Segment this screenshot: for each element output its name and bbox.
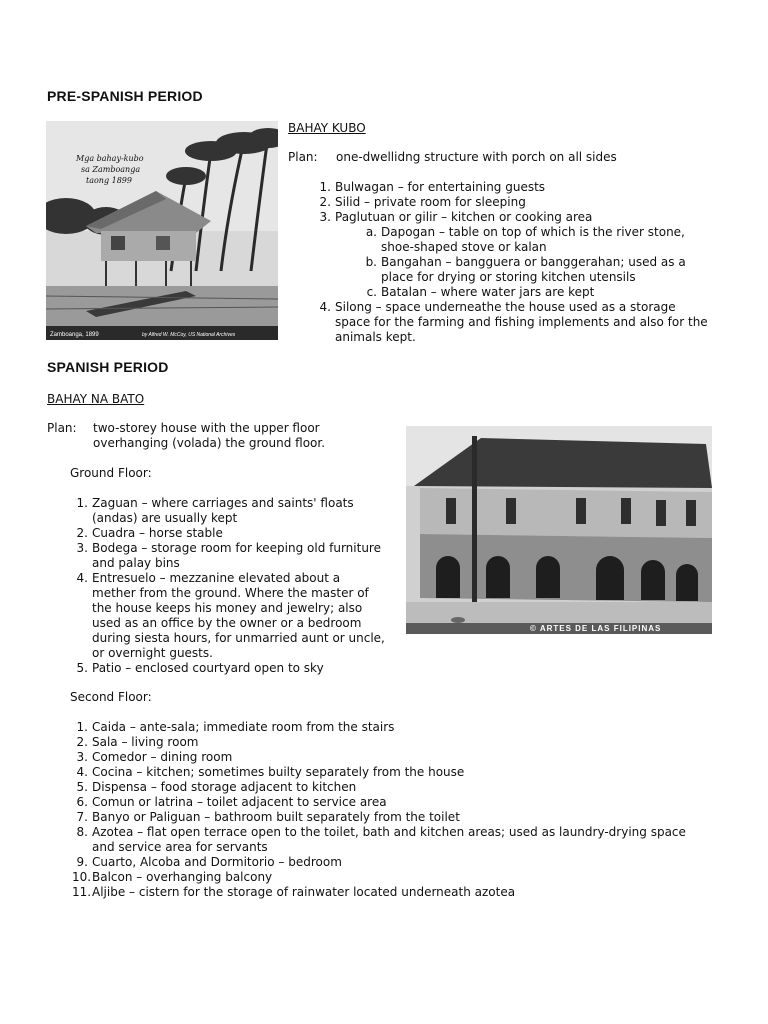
list-item: a. Dapogan – table on top of which is the river stone, shoe-shaped stove or kalan [365, 225, 685, 254]
bahay-na-bato-photo [406, 426, 712, 634]
list-item: 4. Cocina – kitchen; sometimes builty separately from the house [76, 765, 465, 779]
plan-text-bato: two-storey house with the upper floor overhanging (volada) the ground floor. [93, 421, 326, 450]
list-item: 9. Cuarto, Alcoba and Dormitorio – bedroom [76, 855, 342, 869]
list-item: c. Batalan – where water jars are kept [366, 285, 595, 299]
photo-caption-line-1: Mga bahay-kubo [76, 154, 144, 163]
kubo-parts-list [319, 180, 755, 345]
list-item: 1. Caida – ante-sala; immediate room from the stairs [76, 720, 395, 734]
section-heading-pre-spanish: PRE-SPANISH PERIOD [47, 88, 203, 104]
plan-label-kubo: Plan: [288, 150, 318, 164]
section-heading-spanish: SPANISH PERIOD [47, 359, 169, 375]
list-item: 8. Azotea – flat open terrace open to the toilet, bath and kitchen areas; used as laundry-drying space and service area for servants [76, 825, 686, 854]
photo-caption-line-3: taong 1899 [86, 176, 132, 185]
list-item: b. Bangahan – bangguera or banggerahan; used as a place for drying or storing kitchen utensils [365, 255, 686, 284]
list-item: 3. Comedor – dining room [76, 750, 233, 764]
subheading-bahay-kubo: BAHAY KUBO [288, 121, 366, 135]
list-item: 11. Aljibe – cistern for the storage of rainwater located underneath azotea [72, 885, 516, 899]
ground-floor-list [76, 496, 397, 676]
list-item: 4. Silong – space underneathe the house used as a storage space for the farming and fishing implements and also for the animals kept. [319, 300, 708, 344]
list-item: 10. Balcon – overhanging balcony [72, 870, 273, 884]
ground-floor-label: Ground Floor: [70, 466, 152, 480]
list-item: 2. Cuadra – horse stable [76, 526, 223, 540]
second-floor-list [72, 720, 732, 900]
list-item: 2. Silid – private room for sleeping [319, 195, 526, 209]
list-item: 7. Banyo or Paliguan – bathroom built separately from the toilet [76, 810, 460, 824]
photo-caption-line-2: sa Zamboanga [81, 165, 141, 174]
subheading-bahay-na-bato: BAHAY NA BATO [47, 392, 145, 406]
list-item: 4. Entresuelo – mezzanine elevated about a mether from the ground. Where the master of the house keeps his money and jewelry; also used as an office by the owner or a bedroom during siesta hours, for unmarried aunt or uncle, or overnight guests. [76, 571, 385, 660]
photo-watermark: © ARTES DE LAS FILIPINAS [530, 624, 662, 633]
list-item: 1. Zaguan – where carriages and saints' floats (andas) are usually kept [76, 496, 354, 525]
kitchen-sublist [365, 225, 755, 300]
list-item: 5. Patio – enclosed courtyard open to sky [76, 661, 324, 675]
list-item: 2. Sala – living room [76, 735, 199, 749]
list-item: 6. Comun or latrina – toilet adjacent to service area [76, 795, 387, 809]
list-item: 3. Paglutuan or gilir – kitchen or cooking area a. Dapogan – table on top of which is the river stone, shoe-shaped stove or kalan b. Bangahan – bangguera or banggerahan; used as a place for drying or storing kitchen utensils c. Batalan – where water jars are kept [335, 210, 755, 300]
plan-text-kubo: one-dwellidng structure with porch on all sides [336, 150, 617, 164]
photo-caption-bottom-left: Zamboanga, 1899 [50, 332, 99, 338]
list-item: 3. Bodega – storage room for keeping old furniture and palay bins [76, 541, 381, 570]
photo-caption-bottom-right: by Alfred W. McCoy, US National Archives [142, 332, 236, 338]
second-floor-label: Second Floor: [70, 690, 152, 704]
bahay-kubo-photo [46, 121, 278, 340]
plan-label-bato: Plan: [47, 421, 77, 435]
list-item: 5. Dispensa – food storage adjacent to kitchen [76, 780, 357, 794]
list-item: 1. Bulwagan – for entertaining guests [319, 180, 546, 194]
